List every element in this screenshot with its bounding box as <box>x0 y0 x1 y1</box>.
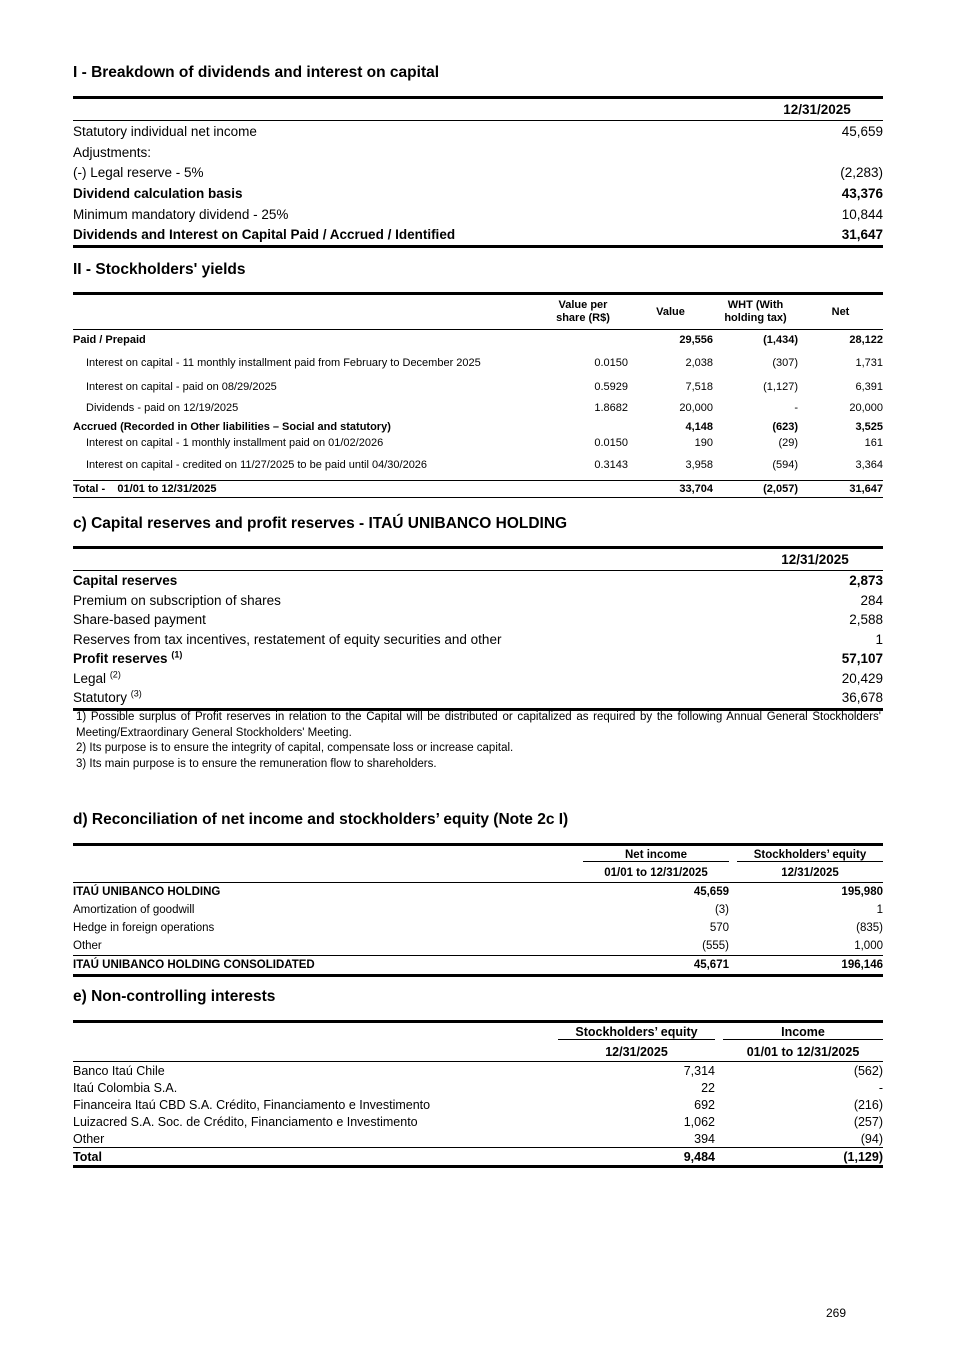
cell-vps: 0.5929 <box>594 381 628 393</box>
table-row <box>73 142 883 163</box>
row-label: Financeira Itaú CBD S.A. Crédito, Financiamento e Investimento <box>73 1097 431 1112</box>
row-value: 36,678 <box>841 690 883 706</box>
row-label: Itaú Colombia S.A. <box>73 1080 178 1095</box>
row-label: Statutory $^{(3)}$ <box>73 688 142 706</box>
row-value: 20,429 <box>841 670 883 686</box>
cell-vps: 0.3143 <box>594 459 628 471</box>
row-label: Reserves from tax incentives, restatement of equity securities and other <box>73 631 502 647</box>
cell-equity: 22 <box>701 1080 715 1095</box>
cell-net: 161 <box>864 437 883 449</box>
table-subheader <box>73 864 883 882</box>
row-value: 2,588 <box>849 612 883 628</box>
row-label: Premium on subscription of shares <box>73 592 281 608</box>
cell-net: 6,391 <box>855 381 883 393</box>
cell-equity: 394 <box>694 1131 715 1146</box>
table-row <box>73 330 883 350</box>
table-row <box>73 1062 883 1079</box>
row-label: Paid / Prepaid <box>73 334 146 346</box>
row-label: (-) Legal reserve - 5% <box>73 165 204 181</box>
table-row <box>73 649 883 669</box>
section-d-title: d) Reconciliation of net income and stockholders’ equity (Note 2c I) <box>73 811 569 828</box>
row-label: Dividends - paid on 12/19/2025 <box>86 401 239 414</box>
table-row <box>73 376 883 398</box>
cell-net-income: 570 <box>709 922 729 934</box>
cell-value: 7,518 <box>685 381 713 393</box>
table-row <box>73 630 883 650</box>
table-row <box>73 1130 883 1147</box>
table-header <box>73 99 883 120</box>
table-row <box>73 610 883 630</box>
table-row <box>73 398 883 417</box>
table-header <box>73 846 883 864</box>
table-subheader <box>73 1042 883 1061</box>
cell-equity: 1,062 <box>683 1114 715 1129</box>
column-header-net-income: Net income <box>583 849 729 862</box>
cell-equity: 692 <box>694 1097 715 1112</box>
table-row <box>73 669 883 689</box>
footnote-2: 2) Its purpose is to ensure the integrity of capital, compensate loss or increase capital. <box>76 742 514 754</box>
cell-wht: - <box>794 401 798 414</box>
column-subheader-date: 12/31/2025 <box>781 867 839 879</box>
column-header-value-per-share: Value per share (R$) <box>556 299 610 324</box>
table-row <box>73 183 883 204</box>
table-header <box>73 549 883 570</box>
cell-income: (216) <box>853 1097 883 1112</box>
table-row <box>73 883 883 901</box>
cell-value: 4,148 <box>685 420 713 433</box>
row-label: ITAÚ UNIBANCO HOLDING CONSOLIDATED <box>73 959 315 971</box>
row-label: Total <box>73 1149 102 1164</box>
cell-equity: 7,314 <box>683 1063 715 1078</box>
cell-net-income: 45,671 <box>693 959 729 971</box>
column-header-equity: Stockholders’ equity <box>558 1025 715 1040</box>
row-value: 57,107 <box>841 651 883 667</box>
section-e-title: e) Non-controlling interests <box>73 988 276 1005</box>
row-label: Share-based payment <box>73 612 206 628</box>
table-header <box>73 1023 883 1042</box>
cell-value: 3,958 <box>685 459 713 471</box>
row-label: Interest on capital - 11 monthly installment paid from February to December 2025 <box>86 357 481 369</box>
row-value: 284 <box>860 592 883 608</box>
cell-net-income: (555) <box>702 940 729 952</box>
cell-vps: 0.0150 <box>594 437 628 449</box>
cell-value: 29,556 <box>679 334 713 346</box>
column-header-net: Net <box>831 305 850 318</box>
cell-wht: (307) <box>772 357 798 369</box>
table-row <box>73 204 883 225</box>
total-row <box>73 1148 883 1165</box>
row-label: Accrued (Recorded in Other liabilities – Social and statutory) <box>73 420 391 433</box>
reconciliation-table <box>73 843 883 977</box>
cell-wht: (29) <box>778 437 798 449</box>
footnote-ref: (2) <box>109 669 121 680</box>
section-ii-title: II - Stockholders' yields <box>73 261 246 278</box>
row-label: Adjustments: <box>73 144 152 160</box>
column-header-value: Value <box>656 305 685 318</box>
column-subheader-period: 01/01 to 12/31/2025 <box>604 867 708 879</box>
section-i-title: I - Breakdown of dividends and interest on capital <box>73 64 440 81</box>
section-c-title: c) Capital reserves and profit reserves - ITAÚ UNIBANCO HOLDING <box>73 515 568 532</box>
cell-equity: 195,980 <box>841 886 883 898</box>
table-header <box>73 295 883 329</box>
cell-wht: (1,127) <box>763 381 798 393</box>
row-label: Banco Itaú Chile <box>73 1063 165 1078</box>
row-label: Interest on capital - credited on 11/27/2025 to be paid until 04/30/2026 <box>86 459 428 471</box>
row-label: Legal $^{(2)}$ <box>73 669 121 686</box>
column-header-equity: Stockholders’ equity <box>737 849 883 862</box>
footnote-ref: (1) <box>171 649 183 660</box>
row-label: Luizacred S.A. Soc. de Crédito, Financiamento e Investimento <box>73 1114 418 1129</box>
cell-wht: (1,434) <box>763 334 798 346</box>
column-subheader-period: 01/01 to 12/31/2025 <box>746 1044 860 1059</box>
row-label: Amortization of goodwill <box>73 904 195 916</box>
cell-equity: (835) <box>856 922 883 934</box>
table-row <box>73 591 883 611</box>
row-label: Dividends and Interest on Capital Paid / Accrued / Identified <box>73 227 456 243</box>
table-row <box>73 1079 883 1096</box>
cell-equity: 196,146 <box>841 959 883 971</box>
cell-equity: 9,484 <box>683 1149 715 1164</box>
row-label: Other <box>73 1131 105 1146</box>
cell-value: 33,704 <box>679 483 713 495</box>
table-row <box>73 1096 883 1113</box>
column-header-income: Income <box>723 1025 883 1040</box>
cell-net: 3,525 <box>855 420 883 433</box>
table-row <box>73 350 883 376</box>
cell-net: 1,731 <box>855 357 883 369</box>
capital-profit-reserves-table <box>73 546 883 711</box>
non-controlling-interests-table <box>73 1020 883 1168</box>
page-number: 269 <box>826 1306 847 1320</box>
row-label: Other <box>73 940 102 952</box>
cell-income: (1,129) <box>843 1149 883 1164</box>
cell-vps: 1.8682 <box>594 401 628 414</box>
table-row <box>73 937 883 955</box>
column-subheader-date: 12/31/2025 <box>605 1044 668 1059</box>
table-row <box>73 450 883 480</box>
cell-net: 3,364 <box>855 459 883 471</box>
row-label: Dividend calculation basis <box>73 185 243 201</box>
table-row <box>73 919 883 937</box>
cell-value: 190 <box>694 437 713 449</box>
cell-value: 2,038 <box>685 357 713 369</box>
footnote-ref: (3) <box>130 688 142 699</box>
cell-equity: 1,000 <box>854 940 883 952</box>
row-label: Hedge in foreign operations <box>73 922 215 934</box>
row-label: Interest on capital - paid on 08/29/2025 <box>86 381 277 393</box>
table-row <box>73 162 883 183</box>
cell-wht: (2,057) <box>763 483 798 495</box>
column-header-date: 12/31/2025 <box>783 102 851 117</box>
total-row <box>73 481 883 497</box>
cell-net: 20,000 <box>849 401 883 414</box>
cell-net: 31,647 <box>849 483 883 495</box>
column-header-wht: WHT (With holding tax) <box>724 299 787 324</box>
row-value: 31,647 <box>841 227 883 243</box>
cell-income: (94) <box>860 1131 883 1146</box>
stockholders-yields-table <box>73 292 883 498</box>
table-row <box>73 224 883 245</box>
row-label: Total - 01/01 to 12/31/2025 <box>73 483 217 495</box>
cell-net-income: (3) <box>714 904 729 916</box>
cell-income: (257) <box>853 1114 883 1129</box>
cell-net-income: 45,659 <box>693 886 729 898</box>
table-row <box>73 901 883 919</box>
row-value: 1 <box>875 631 883 647</box>
footnote-1: 1) Possible surplus of Profit reserves in relation to the Capital will be distributed or capitalized as required by the following Annual General Stockholders' Meeting/Extraordinary General Stockholders' Meeting. <box>76 711 881 739</box>
total-row <box>73 956 883 974</box>
row-value: 2,873 <box>849 573 883 589</box>
row-value: 10,844 <box>841 206 883 222</box>
row-value: (2,283) <box>840 165 883 181</box>
row-label: Profit reserves $^{(1)}$ <box>73 649 183 667</box>
cell-income: (562) <box>853 1063 883 1078</box>
column-header-date: 12/31/2025 <box>781 552 849 567</box>
row-label: Minimum mandatory dividend - 25% <box>73 206 289 222</box>
row-label: Interest on capital - 1 monthly installment paid on 01/02/2026 <box>86 437 384 449</box>
table-row <box>73 688 883 708</box>
cell-value: 20,000 <box>679 401 713 414</box>
cell-net: 28,122 <box>849 334 883 346</box>
dividends-breakdown-table <box>73 96 883 248</box>
footnotes <box>76 710 881 772</box>
table-row <box>73 436 883 450</box>
cell-equity: 1 <box>876 904 883 916</box>
cell-income: - <box>878 1080 883 1095</box>
row-value: 43,376 <box>841 185 883 201</box>
row-label: Statutory individual net income <box>73 123 257 139</box>
cell-vps: 0.0150 <box>594 357 628 369</box>
footnote-3: 3) Its main purpose is to ensure the remuneration flow to shareholders. <box>76 757 437 770</box>
cell-wht: (594) <box>772 459 798 471</box>
table-row <box>73 417 883 436</box>
table-row <box>73 571 883 591</box>
table-row <box>73 1113 883 1130</box>
row-label: ITAÚ UNIBANCO HOLDING <box>73 886 221 898</box>
table-row <box>73 121 883 142</box>
row-label: Capital reserves <box>73 573 178 589</box>
cell-wht: (623) <box>772 420 798 433</box>
row-value: 45,659 <box>841 123 883 139</box>
